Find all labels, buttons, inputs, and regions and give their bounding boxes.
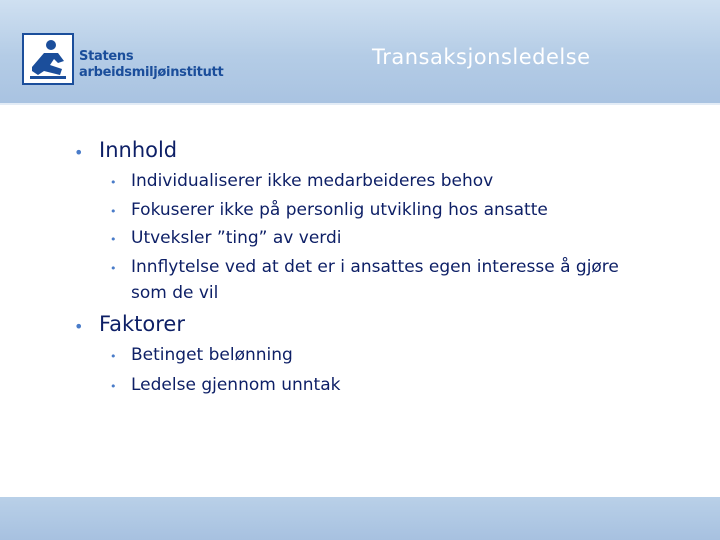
bullet-dot: • (110, 176, 117, 189)
bullet-dot: • (110, 205, 117, 218)
bullet-dot: • (110, 350, 117, 363)
section-heading-innhold: Innhold (99, 138, 178, 162)
bullet-dot: • (74, 143, 84, 162)
list-item: Ledelse gjennom unntak (131, 375, 341, 395)
bullet-dot: • (74, 317, 84, 336)
list-item: Fokuserer ikke på personlig utvikling hos ansatte (131, 200, 548, 220)
list-item: Individualiserer ikke medarbeideres behov (131, 171, 494, 191)
section-heading-faktorer: Faktorer (99, 312, 185, 336)
logo-line-1: Statens (79, 49, 134, 64)
list-item: Betinget belønning (131, 345, 293, 365)
slide-footer (0, 497, 720, 540)
slide-title: Transaksjonsledelse (372, 45, 591, 69)
bullet-dot: • (110, 380, 117, 393)
bullet-dot: • (110, 233, 117, 246)
bullet-dot: • (110, 262, 117, 275)
list-item: Utveksler ”ting” av verdi (131, 228, 342, 248)
list-item: Innflytelse ved at det er i ansattes egen interesse å gjøre som de vil (131, 257, 619, 303)
logo-line-2: arbeidsmiljøinstitutt (79, 65, 224, 80)
